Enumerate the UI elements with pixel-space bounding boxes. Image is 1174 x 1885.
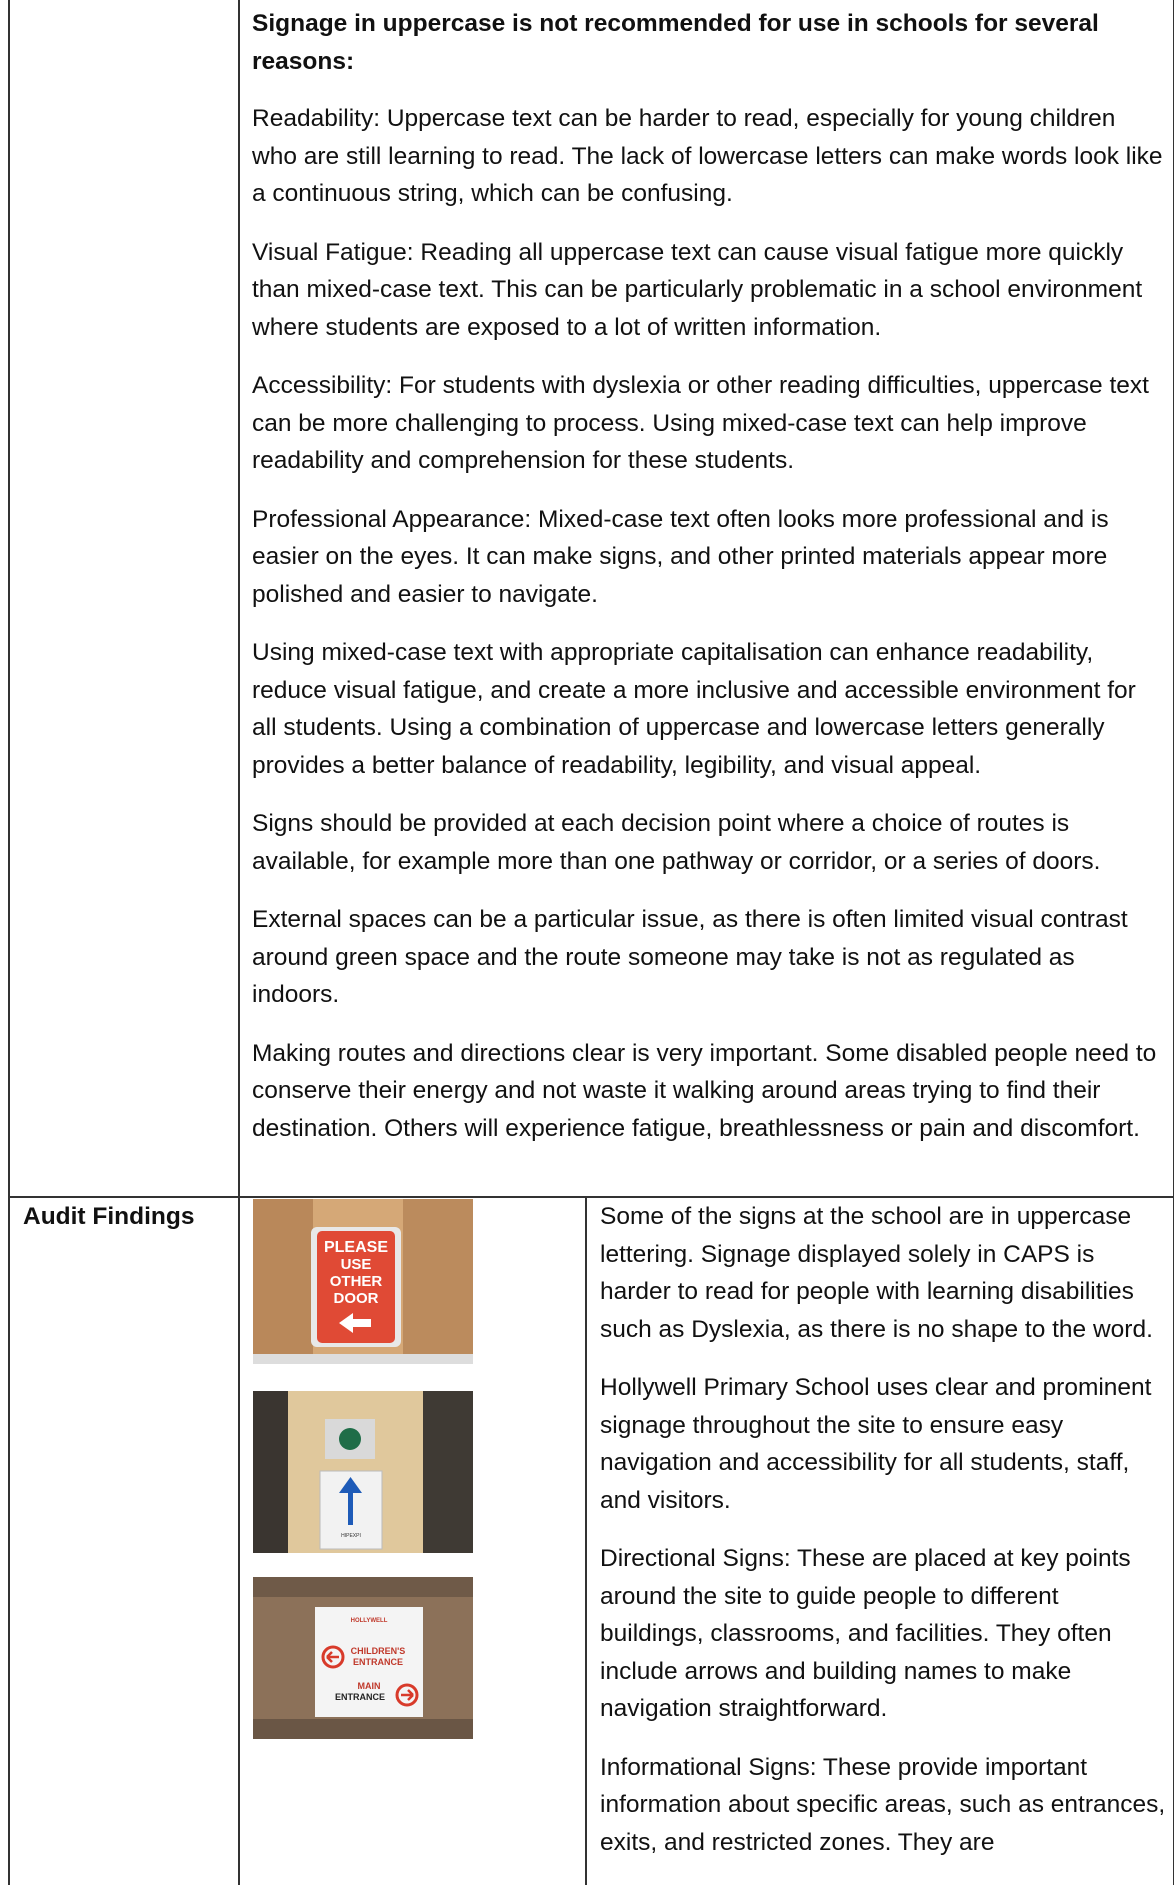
paragraph-hollywell-signage: Hollywell Primary School uses clear and prominent signage throughout the site to ensure easy navigation and accessibility for all students, staff, and visitors. [600,1374,1152,1514]
paragraph-directional-signs: Directional Signs: These are placed at key points around the site to guide people to different buildings, classrooms, and facilities. They often include arrows and building names to make navigation straightforward. [600,1545,1131,1722]
paragraph-informational-signs: Informational Signs: These provide important information about specific areas, such as entrances, exits, and restricted zones. They are [600,1753,1166,1856]
svg-text:ENTRANCE: ENTRANCE [352,1657,404,1667]
paragraph-professional-appearance: Professional Appearance: Mixed-case text often looks more professional and is easier on the eyes. It can make signs, and other printed materials appear more polished and easier to navigate. [252,505,1109,608]
audit-column-divider [585,1196,587,1885]
svg-text:MAIN: MAIN [357,1681,381,1691]
signage-guidance-text [252,5,1167,1168]
photo-entrance-sign [253,1577,473,1739]
paragraph-visual-fatigue: Visual Fatigue: Reading all uppercase text can cause visual fatigue more quickly than mixed-case text. This can be particularly problematic in a school environment where students are exposed to a lot of written information. [252,238,1143,341]
section-heading: Signage in uppercase is not recommended for use in schools for several reasons: [252,10,1099,75]
paragraph-mixed-case: Using mixed-case text with appropriate capitalisation can enhance readability, reduce visual fatigue, and create a more inclusive and accessible environment for all students. Using a combination of uppercase and lowercase letters generally provides a better balance of readability, legibility, and visual appeal. [252,639,1136,779]
table-column-divider [238,0,240,1885]
photo-door-sign [253,1199,473,1364]
svg-text:USE: USE [340,1256,372,1273]
table-left-border [8,0,10,1885]
svg-text:HIPEXPI: HIPEXPI [341,1533,361,1539]
svg-text:CHILDREN'S: CHILDREN'S [350,1646,406,1656]
svg-text:OTHER: OTHER [329,1273,383,1290]
paragraph-decision-points: Signs should be provided at each decision point where a choice of routes is available, for example more than one pathway or corridor, or a series of doors. [252,810,1101,875]
paragraph-uppercase-signs: Some of the signs at the school are in uppercase lettering. Signage displayed solely in CAPS is harder to read for people with learning disabilities such as Dyslexia, as there is no shape to the word. [600,1203,1153,1343]
audit-findings-text [600,1198,1168,1882]
svg-text:HOLLYWELL: HOLLYWELL [350,1618,388,1624]
svg-text:DOOR: DOOR [333,1290,379,1307]
svg-text:ENTRANCE: ENTRANCE [334,1692,386,1702]
paragraph-routes: Making routes and directions clear is very important. Some disabled people need to conserve their energy and not waste it walking around areas trying to find their destination. Others will experience fatigue, breathlessness or pain and discomfort. [252,1039,1157,1142]
photo-arrow-sign [253,1391,473,1553]
paragraph-accessibility: Accessibility: For students with dyslexia or other reading difficulties, uppercase text can be more challenging to process. Using mixed-case text can help improve readability and comprehension for these students. [252,372,1149,474]
audit-findings-label: Audit Findings [23,1203,195,1230]
paragraph-external-spaces: External spaces can be a particular issue, as there is often limited visual contrast around green space and the route someone may take is not as regulated as indoors. [252,906,1128,1008]
svg-text:PLEASE: PLEASE [323,1239,389,1256]
paragraph-readability: Readability: Uppercase text can be harder to read, especially for young children who are still learning to read. The lack of lowercase letters can make words look like a continuous string, which can be confusing. [252,105,1163,207]
